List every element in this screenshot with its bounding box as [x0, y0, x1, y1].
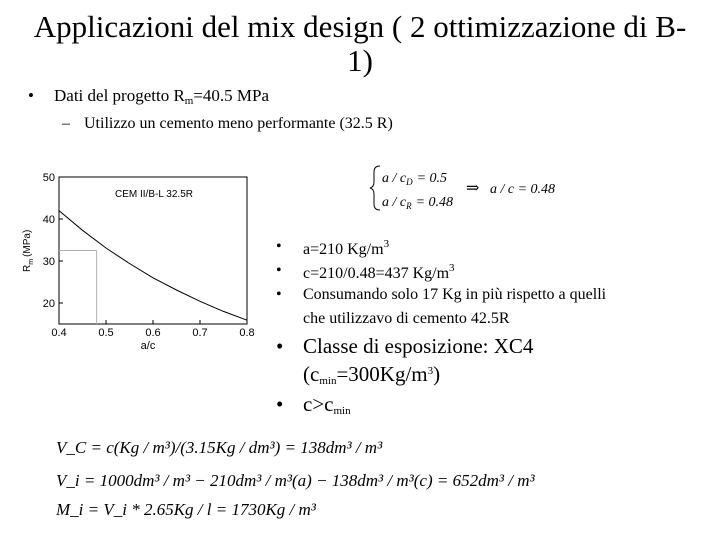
- y-axis-label-text: $R_m(MPa)$: [22, 229, 35, 272]
- eq-line2: $a / c_R = 0.48$: [382, 195, 454, 211]
- ac-equation: [368, 160, 588, 216]
- x-tick-label: 0.8: [239, 327, 255, 339]
- eq-line1: $a / c_D = 0.5$: [382, 171, 448, 187]
- x-axis-label: a/c: [140, 340, 156, 352]
- slide-title: [0, 10, 720, 78]
- y-tick-label: 20: [42, 298, 55, 310]
- strength-chart: [18, 172, 258, 352]
- chart-title: CEM II/B-L 32.5R: [115, 189, 193, 200]
- y-tick-label: 40: [42, 214, 55, 226]
- y-tick-label: 50: [42, 172, 55, 184]
- y-axis-label: [22, 230, 35, 272]
- x-tick-label: 0.4: [51, 327, 67, 339]
- formula-vi: V_i = 1000dm³ / m³ − 210dm³ / m³(a) − 138dm³ / m³(c) = 652dm³ / m³: [56, 471, 535, 490]
- brace-icon: [370, 166, 380, 210]
- formula-mi: M_i = V_i * 2.65Kg / l = 1730Kg / m³: [56, 500, 316, 519]
- bullet-icon: •: [28, 86, 34, 105]
- implies-arrow-icon: ⇒: [466, 180, 480, 197]
- formula-vc: V_C = c(Kg / m³)/(3.15Kg / dm³) = 138dm³ / m³: [56, 438, 383, 457]
- chart-grid: [59, 251, 97, 325]
- x-tick-label: 0.5: [98, 327, 114, 339]
- cement-subbullet: [62, 115, 393, 133]
- x-tick-label: 0.6: [145, 327, 161, 339]
- slide-title-line2: 1): [347, 43, 373, 78]
- series-line: [59, 211, 247, 321]
- x-tick-label: 0.7: [192, 327, 208, 339]
- slide-title-line1: Applicazioni del mix design ( 2 ottimizzazione di B-: [33, 9, 687, 44]
- cement-subbullet-text: Utilizzo un cemento meno performante (32.5 R): [84, 115, 393, 132]
- dash-icon: –: [62, 115, 70, 132]
- y-tick-label: 30: [42, 256, 55, 268]
- project-data-text: Dati del progetto $R_m=40.5$ MPa: [54, 86, 270, 107]
- eq-result: a / c = 0.48: [490, 182, 556, 197]
